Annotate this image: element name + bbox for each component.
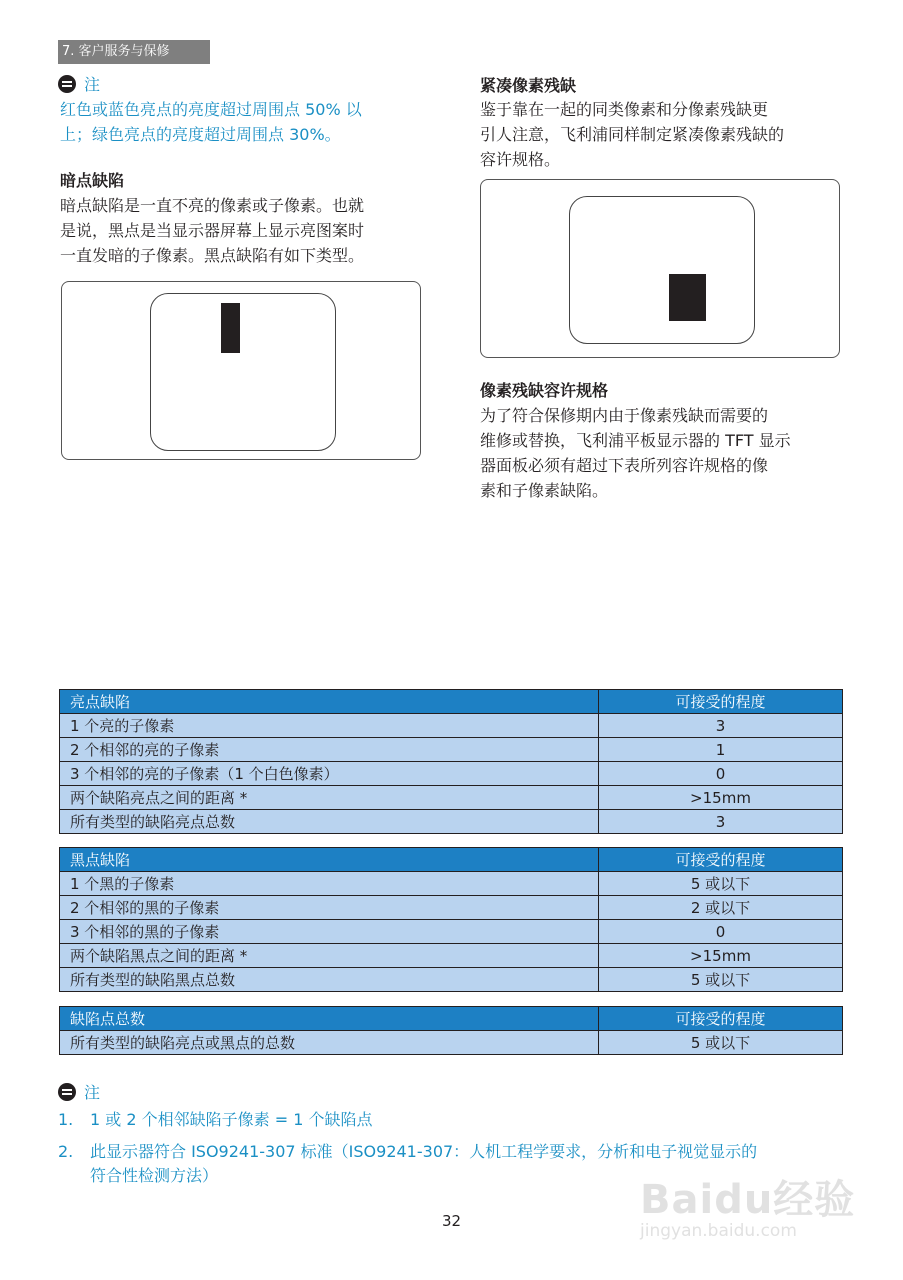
table-cell: 5 或以下 <box>599 1031 843 1055</box>
table-row <box>60 762 843 786</box>
text-line: 为了符合保修期内由于像素残缺而需要的 <box>480 406 769 425</box>
table-row <box>60 786 843 810</box>
watermark-logo: Baidu经验 <box>640 1177 856 1223</box>
text-line: 是说，黑点是当显示器屏幕上显示亮图案时 <box>60 221 365 240</box>
list-text: 1 或 2 个相邻缺陷子像素 = 1 个缺陷点 <box>90 1110 373 1129</box>
table-cell: 2 个相邻的亮的子像素 <box>60 738 599 762</box>
table-cell: 3 <box>599 714 843 738</box>
header-cell: 缺陷点总数 <box>60 1007 599 1031</box>
note-label: 注 <box>84 1083 101 1102</box>
tolerance-title: 像素残缺容许规格 <box>480 381 609 400</box>
section-tag: 7. 客户服务与保修 <box>58 40 210 64</box>
total-defect-table <box>59 1006 843 1055</box>
table-cell: 2 或以下 <box>599 896 843 920</box>
note-text <box>60 97 362 147</box>
text-line: 器面板必须有超过下表所列容许规格的像 <box>480 456 769 475</box>
note-label: 注 <box>84 75 101 94</box>
footer-note-heading <box>58 1080 100 1103</box>
watermark-url: jingyan.baidu.com <box>640 1221 797 1241</box>
table-cell: 0 <box>599 920 843 944</box>
adjacent-text <box>480 97 784 172</box>
table-cell: 两个缺陷亮点之间的距离 * <box>60 786 599 810</box>
black-subpixel <box>221 303 240 353</box>
table-row <box>60 968 843 992</box>
tolerance-text <box>480 403 791 503</box>
table-cell: 2 个相邻的黑的子像素 <box>60 896 599 920</box>
table-header-row <box>60 848 843 872</box>
table-header-row <box>60 690 843 714</box>
table-cell: 3 个相邻的黑的子像素 <box>60 920 599 944</box>
screen-outline <box>569 196 755 344</box>
black-pixel-cluster <box>669 274 706 321</box>
table-cell: 3 个相邻的亮的子像素（1 个白色像素） <box>60 762 599 786</box>
adjacent-title: 紧凑像素残缺 <box>480 76 577 95</box>
table-header-row <box>60 1007 843 1031</box>
table-cell: 1 <box>599 738 843 762</box>
table-cell: 5 或以下 <box>599 872 843 896</box>
table-row <box>60 1031 843 1055</box>
list-number: 1. <box>58 1110 74 1129</box>
text-line: 鉴于靠在一起的同类像素和分像素残缺更 <box>480 100 769 119</box>
table-row <box>60 872 843 896</box>
dark-dot-text <box>60 193 364 268</box>
header-cell: 黑点缺陷 <box>60 848 599 872</box>
table-cell: 所有类型的缺陷亮点或黑点的总数 <box>60 1031 599 1055</box>
table-cell: 3 <box>599 810 843 834</box>
note-heading <box>58 72 100 95</box>
note-icon <box>58 1083 76 1101</box>
dark-dot-illustration <box>61 281 421 460</box>
table-cell: 1 个亮的子像素 <box>60 714 599 738</box>
text-line: 上；绿色亮点的亮度超过周围点 30%。 <box>60 125 341 144</box>
header-cell: 可接受的程度 <box>599 690 843 714</box>
table-cell: >15mm <box>599 944 843 968</box>
text-line: 容许规格。 <box>480 150 561 169</box>
header-cell: 可接受的程度 <box>599 848 843 872</box>
text-line: 一直发暗的子像素。黑点缺陷有如下类型。 <box>60 246 365 265</box>
table-cell: 0 <box>599 762 843 786</box>
table-cell: >15mm <box>599 786 843 810</box>
table-cell: 两个缺陷黑点之间的距离 * <box>60 944 599 968</box>
text-line: 引人注意，飞利浦同样制定紧凑像素残缺的 <box>480 125 785 144</box>
text-line: 暗点缺陷是一直不亮的像素或子像素。也就 <box>60 196 365 215</box>
list-text: 符合性检测方法） <box>90 1166 219 1185</box>
table-cell: 1 个黑的子像素 <box>60 872 599 896</box>
table-row <box>60 810 843 834</box>
list-number: 2. <box>58 1142 74 1161</box>
baidu-watermark <box>640 1168 870 1248</box>
screen-outline <box>150 293 336 451</box>
table-row <box>60 896 843 920</box>
page-number: 32 <box>441 1212 462 1230</box>
table-cell: 所有类型的缺陷黑点总数 <box>60 968 599 992</box>
table-cell: 所有类型的缺陷亮点总数 <box>60 810 599 834</box>
header-cell: 亮点缺陷 <box>60 690 599 714</box>
table-row <box>60 944 843 968</box>
bright-dot-table <box>59 689 843 834</box>
table-row <box>60 714 843 738</box>
list-text: 此显示器符合 ISO9241-307 标准（ISO9241-307：人机工程学要求，分析和电子视觉显示的 <box>90 1142 758 1161</box>
text-line: 维修或替换，飞利浦平板显示器的 TFT 显示 <box>480 431 791 450</box>
table-cell: 5 或以下 <box>599 968 843 992</box>
note-icon <box>58 75 76 93</box>
adjacent-illustration <box>480 179 840 358</box>
text-line: 素和子像素缺陷。 <box>480 481 609 500</box>
black-dot-table <box>59 847 843 992</box>
header-cell: 可接受的程度 <box>599 1007 843 1031</box>
table-row <box>60 920 843 944</box>
list-item <box>58 1108 848 1132</box>
text-line: 红色或蓝色亮点的亮度超过周围点 50% 以 <box>60 100 362 119</box>
table-row <box>60 738 843 762</box>
dark-dot-title: 暗点缺陷 <box>60 171 125 190</box>
